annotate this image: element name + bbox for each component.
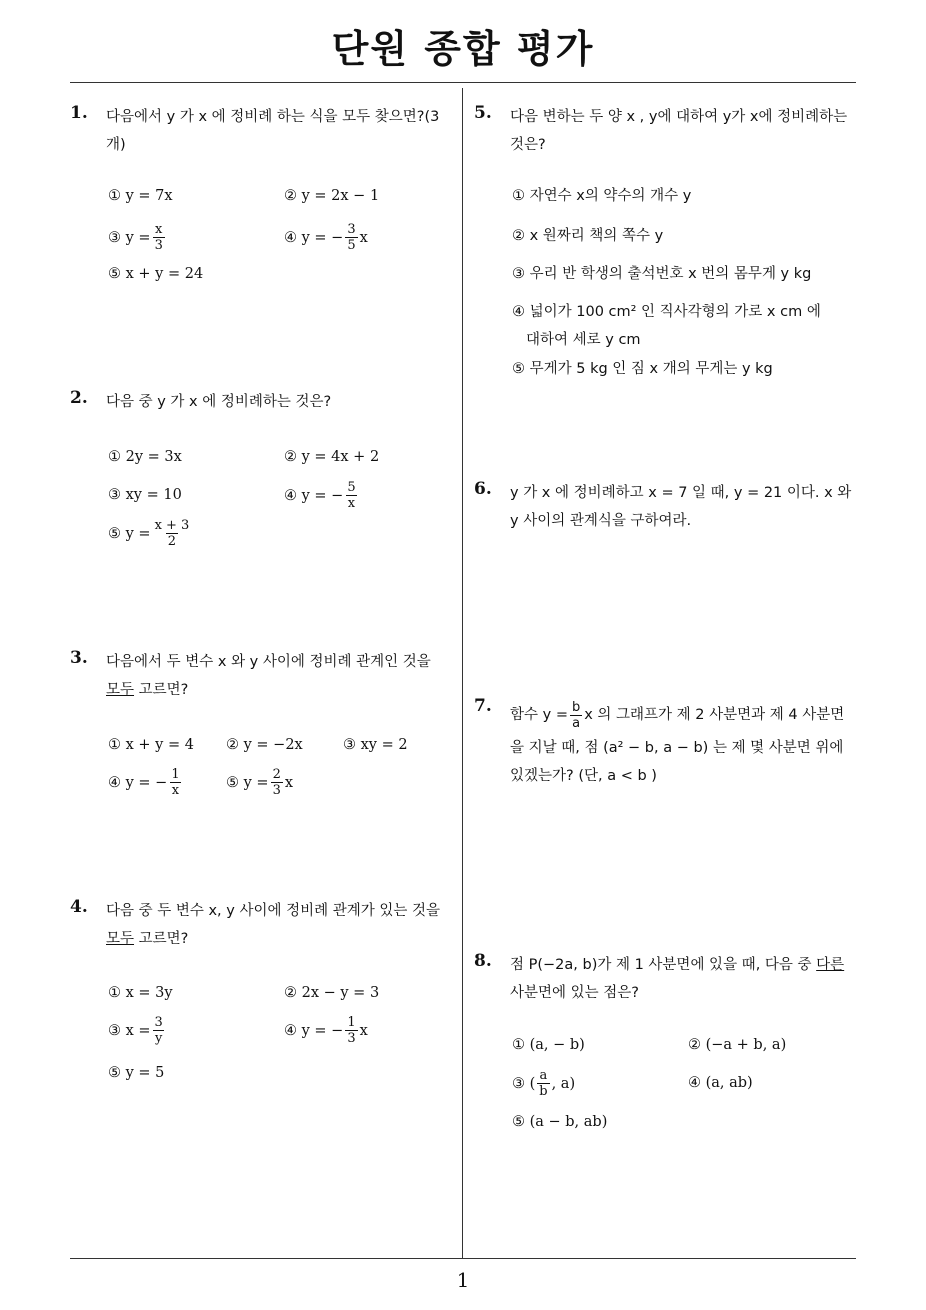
question-number: 2. [70,388,88,408]
q1-option-2[interactable]: ② y = 2x − 1 [284,188,380,204]
q5-option-3[interactable]: ③ 우리 반 학생의 출석번호 x 번의 몸무게 y kg [512,266,812,282]
q3-option-4[interactable]: ④ y = − $\frac{1}{x}$ [108,767,180,798]
question-number: 6. [474,479,492,499]
q4-option-3[interactable]: ③ x = $\frac{3}{y}$ [108,1015,163,1046]
question-text: 함수 y = $\frac{b}{a}$ x 의 그래프가 제 2 사분면과 제 4 사분면 을 지날 때, 점 (a² − b, a − b) 는 제 몇 사분면 위에 있겠는가? (단, a < b ) [510,699,845,784]
q2-option-2[interactable]: ② y = 4x + 2 [284,449,380,465]
q5-option-4[interactable]: ④ 넓이가 100 cm² 인 직사각형의 가로 x cm 에 대하여 세로 y cm [512,304,821,348]
q8-option-2[interactable]: ② (−a + b, a) [688,1037,787,1053]
q4-option-5[interactable]: ⑤ y = 5 [108,1065,165,1081]
q3-option-2[interactable]: ② y = −2x [226,737,303,753]
question-text: 다음 중 y 가 x 에 정비례하는 것은? [106,394,332,410]
q8-option-3[interactable]: ③ ( $\frac{a}{b}$ , a) [512,1068,576,1099]
q1-option-4[interactable]: ④ y = − $\frac{3}{5}$ x [284,222,368,253]
q3-option-1[interactable]: ① x + y = 4 [108,737,194,753]
q5-option-2[interactable]: ② x 원짜리 책의 쪽수 y [512,228,664,244]
question-number: 1. [70,103,88,123]
question-text: y 가 x 에 정비례하고 x = 7 일 때, y = 21 이다. x 와 y 사이의 관계식을 구하여라. [510,485,852,529]
question-text: 다음 변하는 두 양 x , y에 대하여 y가 x에 정비례하는 것은? [510,109,848,153]
q2-option-3[interactable]: ③ xy = 10 [108,487,182,503]
q3-option-5[interactable]: ⑤ y = $\frac{2}{3}$ x [226,767,294,798]
q1-option-3[interactable]: ③ y = $\frac{x}{3}$ [108,222,163,253]
question-number: 4. [70,897,88,917]
q3-option-3[interactable]: ③ xy = 2 [343,737,408,753]
q8-option-1[interactable]: ① (a, − b) [512,1037,585,1053]
q2-option-4[interactable]: ④ y = − $\frac{5}{x}$ [284,480,356,511]
q1-option-1[interactable]: ① y = 7x [108,188,173,204]
question-text: 다음 중 두 변수 x, y 사이에 정비례 관계가 있는 것을 모두 고르면? [106,903,440,947]
question-text: 점 P(−2a, b)가 제 1 사분면에 있을 때, 다음 중 다른 사분면에 있는 점은? [510,957,845,1001]
q2-option-5[interactable]: ⑤ y = $\frac{x + 3}{2}$ [108,518,190,549]
q8-option-5[interactable]: ⑤ (a − b, ab) [512,1114,608,1130]
page-title: 단원 종합 평가 [331,27,595,71]
q4-option-1[interactable]: ① x = 3y [108,985,173,1001]
q4-option-2[interactable]: ② 2x − y = 3 [284,985,380,1001]
question-text: 다음에서 두 변수 x 와 y 사이에 정비례 관계인 것을 모두 고르면? [106,654,431,698]
q4-option-4[interactable]: ④ y = − $\frac{1}{3}$ x [284,1015,368,1046]
question-number: 7. [474,696,492,716]
q2-option-1[interactable]: ① 2y = 3x [108,449,182,465]
q1-option-5[interactable]: ⑤ x + y = 24 [108,266,204,282]
q8-option-4[interactable]: ④ (a, ab) [688,1075,753,1091]
top-rule [70,82,856,83]
question-text: 다음에서 y 가 x 에 정비례 하는 식을 모두 찾으면?(3 개) [106,109,440,153]
question-number: 3. [70,648,88,668]
q5-option-1[interactable]: ① 자연수 x의 약수의 개수 y [512,188,692,204]
q5-option-5[interactable]: ⑤ 무게가 5 kg 인 짐 x 개의 무게는 y kg [512,361,773,377]
page-number: 1 [456,1268,470,1292]
question-number: 8. [474,951,492,971]
bottom-rule [70,1258,856,1259]
question-number: 5. [474,103,492,123]
